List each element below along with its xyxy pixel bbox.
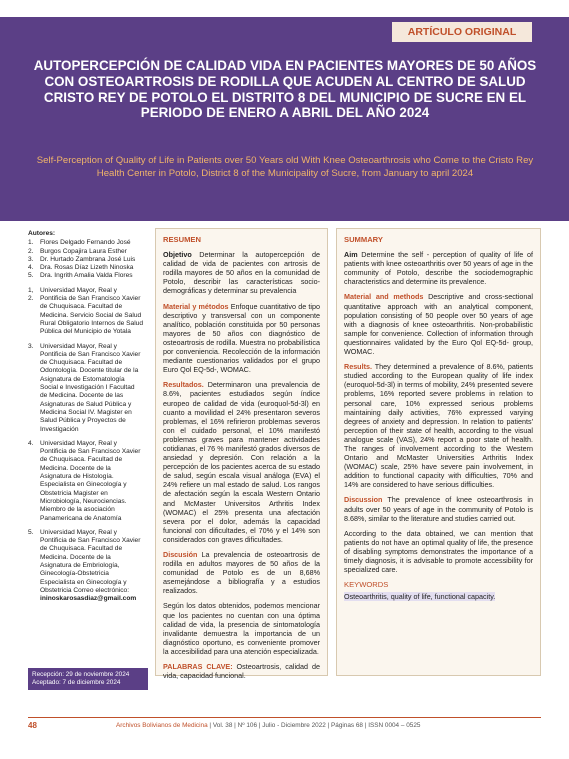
summary-discussion-label: Discussion (344, 495, 383, 505)
affiliation-number: 5. (28, 528, 34, 536)
resumen-discusion-label: Discusión (163, 550, 198, 559)
resumen-resultados-text: Determinaron una prevalencia de 8.6%, pacientes estudiados según índice europeo de calidad de vida (euroquol-5d-3l) en cuanto a movilidad el 24% presentaron severos problemas, el 16% refirieron problemas severos con el cuidado personal, el 10% manifestó problemas graves para mantener actividades cotidianas, el 76 % manifestó grados diversos de ansiedad y depresión. Con relación a la percepción de los pacientes acerca de su estado de salud, según escala visual análoga (EVA) el 24% refiere un mal estado de salud. Los rangos de afectación según la escala Western Ontario and McMaster Universitos Arthritis Index (WOMAC) el 25% presenta una afectación severa por el dolor, además la capacidad funcional con dificultades, el 70% y el 14% son considerados con graves dificultades. (163, 380, 320, 544)
summary-methods (344, 292, 533, 356)
author-number: 1. (28, 239, 34, 247)
author-name: Dra. Rosas Díaz Lizeth Ninoska (40, 264, 134, 272)
resumen-resultados-label: Resultados. (163, 380, 204, 390)
footer-divider (28, 717, 541, 718)
author-row (28, 272, 143, 280)
affiliation-text: Universidad Mayor, Real y Pontificia de San Francisco Xavier de Chuquisaca. Facultad de Medicina. Docente de la Asignatura de Embriología, Ginecología-Obstetricia Especialista en Ginecología y Obstetricia Correo electrónico: (40, 528, 141, 594)
affiliation-row (28, 343, 143, 434)
author-name: Flores Delgado Fernando José (40, 239, 131, 247)
summary-aim (344, 250, 533, 286)
affiliation-body (40, 440, 143, 523)
journal-title: Archivos Bolivianos de Medicina (116, 722, 208, 729)
resumen-objetivo-text: Determinar la autopercepción de calidad de vida de pacientes con artrosis de rodilla mayores de 50 años en la comunidad de Potolo, describir las características socio-demográficas y determinar su prevalencia (163, 250, 320, 296)
author-name: Burgos Copajira Laura Esther (40, 247, 127, 255)
resumen-keywords-text: Osteoartrosis, calidad de vida, capacidad funcional. (163, 662, 320, 681)
top-strip (0, 0, 569, 17)
resumen-metodos-text: Enfoque cuantitativo de tipo descriptivo y transversal con un componente analítico, población constituida por 50 personas mayores de 50 años con diagnóstico de osteoartrosis de rodilla. Muestra no probabilística por conveniencia. Recolección de la información mediante cuestionarios validados por el grupo Euro Qol EQ-5d-, WOMAC. (163, 301, 320, 375)
author-row (28, 239, 143, 247)
resumen-keywords-label: PALABRAS CLAVE: (163, 662, 233, 672)
affiliation-body (40, 529, 143, 604)
affiliation-text: Universidad Mayor, Real y Pontificia de San Francisco Xavier de Chuquisaca. Facultad de Odontología. Docente titular de la Asignatura de Estomatología Social e Investigación I Facultad de Medicina. Docente de las Asignaturas de Salud Pública y Medicina Social IV. Magister en Salud Pública y Proyectos de Investigación (40, 342, 141, 433)
affiliation-row (28, 287, 143, 337)
summary-discussion-text: The prevalence of knee osteoarthrosis in adults over 50 years of age in the community of Potolo is 8.68%, similar to the literature and studies carried out. (344, 495, 533, 523)
received-date: Recepción: 29 de noviembre 2024 (32, 671, 130, 678)
authors-column (28, 230, 143, 603)
keywords-line (344, 592, 533, 601)
resumen-metodos-label: Material y métodos (163, 301, 229, 311)
page-footer (28, 719, 541, 733)
summary-results-label: Results. (344, 362, 372, 372)
dates-box (28, 668, 148, 690)
author-number: 4. (28, 264, 34, 272)
accepted-date: Aceptado: 7 de diciembre 2024 (32, 679, 121, 686)
keywords-heading: KEYWORDS (344, 580, 389, 590)
summary-box (336, 228, 541, 676)
affiliation-text: Universidad Mayor, Real y Pontificia de San Francisco Xavier de Chuquisaca. Facultad de Medicina. Docente de la Asignatura de Histología. Especialista en Ginecología y Obstetricia Magister en Microbiología, Neurociencias. Miembro de la asociación Panamericana de Anatomía (40, 439, 141, 522)
resumen-metodos (163, 302, 320, 375)
author-number: 2. (28, 247, 34, 255)
resumen-conclusion: Según los datos obtenidos, podemos mencionar que los pacientes no cuentan con una óptima calidad de vida, la presencia de sintomatología invalidante demuestra la importancia de un diagnóstico oportuno, es conveniente promover la accesibilidad para una atención especializada. (163, 601, 320, 656)
page-number: 48 (28, 721, 37, 730)
author-row (28, 248, 143, 256)
resumen-heading: RESUMEN (163, 235, 201, 244)
affiliation-number: 4. (28, 439, 34, 447)
affiliation-body (40, 343, 143, 434)
affiliation-row (28, 529, 143, 604)
summary-results (344, 362, 533, 489)
affiliation-text: Universidad Mayor, Real y Pontificia de San Francisco Xavier de Chuquisaca. Facultad de Medicina. Servicio Social de Salud Rural Obligatorio Internos de Salud Pública del Municipio de Yotala (40, 286, 143, 336)
summary-methods-label: Material and methods (344, 292, 424, 302)
summary-results-text: They determined a prevalence of 8.6%, patients studied according to the European quality of life index (euroquol-5d-3l) in terms of mobility, 24% presented severe problems, 16% reported severe problems in relation to personal care, 10% expressed serious problems maintaining daily activities, 76% expressed varying degrees of anxiety and depression. In relation to patients' perception of their state of health, according to the visual analogue scale (VAS), 24% report a poor state of health. The ranges of involvement according to the Western Ontario and McMaster Universities Arthritis Index (WOMAC) scale, 25% have severe pain involvement, in addition to functional capacity with difficulties, 70% and 14% are considered to have serious difficulties. (344, 362, 533, 490)
affiliation-body (40, 287, 143, 337)
resumen-objetivo-label: Objetivo (163, 250, 192, 260)
resumen-box (155, 228, 328, 681)
author-email-link[interactable]: ininoskarosasdiaz@gmail.com (40, 595, 137, 603)
author-name: Dra. Ingrith Amalia Valda Flores (40, 272, 133, 280)
resumen-discusion-text: La prevalencia de osteoartrosis de rodilla en adultos mayores de 50 años de la comunidad de Potolo es de un 8,68% asemejándose a bibliografía y a estudios realizados. (163, 550, 320, 596)
affiliation-number: 1, 2. (28, 286, 34, 303)
author-number: 3. (28, 255, 34, 263)
summary-aim-text: Determine the self - perception of quality of life of patients with knee osteoarthritis over 50 years of age in the community of Potolo, describe the sociodemographic characteristics and determine its prevalence. (344, 250, 533, 287)
affiliation-list (28, 287, 143, 604)
summary-discussion (344, 495, 533, 522)
resumen-resultados (163, 380, 320, 544)
author-number: 5. (28, 272, 34, 280)
summary-aim-label: Aim (344, 250, 358, 260)
resumen-keywords (163, 662, 320, 680)
resumen-objetivo (163, 250, 320, 295)
author-list (28, 239, 143, 280)
authors-heading: Autores: (28, 230, 56, 237)
summary-conclusion: According to the data obtained, we can mention that patients do not have an optimal quality of life, the presence of disabling symptoms demonstrates the importance of a timely diagnosis, it is advisable to promote accessibility for specialized care. (344, 528, 533, 575)
author-row (28, 256, 143, 264)
journal-details: | Vol. 38 | Nº 106 | Julio - Diciembre 2022 | Páginas 68 | ISSN 0004 – 0525 (207, 722, 421, 729)
journal-info (116, 719, 420, 733)
affiliation-number: 3. (28, 342, 34, 350)
summary-heading: SUMMARY (344, 235, 383, 244)
resumen-discusion (163, 550, 320, 595)
affiliation-row (28, 440, 143, 523)
author-name: Dr. Hurtado Zambrana José Luis (40, 255, 136, 263)
article-type-badge: ARTÍCULO ORIGINAL (392, 22, 532, 42)
author-row (28, 264, 143, 272)
article-subtitle: Self-Perception of Quality of Life in Patients over 50 Years old With Knee Osteoarthrosis who Come to the Cristo Rey Health Center in Potolo, District 8 of the Municipality of Sucre, from January to april 2024 (36, 155, 534, 179)
summary-methods-text: Descriptive and cross-sectional quantitative approach with an analytical component, population consisting of 50 people over 50 years of age with a diagnosis of knee osteoarthritis. Non-probabilistic sample for convenience. Collection of information through questionnaires validated by the Euro Qol EQ-5d- group, WOMAC. (344, 292, 533, 357)
keywords-text: Osteoarthritis, quality of life, functional capacity. (344, 592, 496, 602)
article-title: AUTOPERCEPCIÓN DE CALIDAD VIDA EN PACIENTES MAYORES DE 50 AÑOS CON OSTEOARTROSIS DE RODILLA QUE ACUDEN AL CENTRO DE SALUD CRISTO REY DE POTOLO EL DISTRITO 8 DEL MUNICIPIO DE SUCRE EN EL PERIODO DE ENERO A ABRIL DEL AÑO 2024 (33, 58, 537, 121)
